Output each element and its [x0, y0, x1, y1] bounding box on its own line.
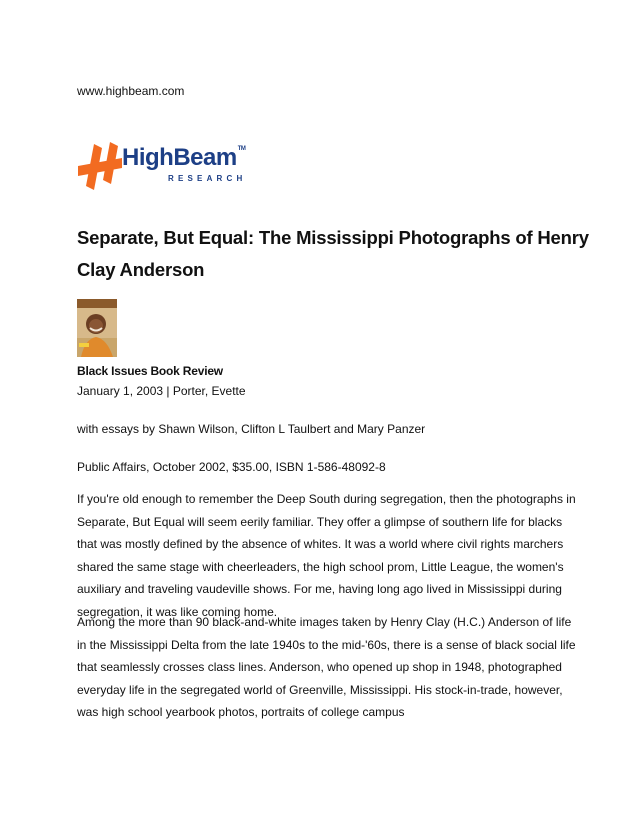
book-details: Public Affairs, October 2002, $35.00, ISBN 1-586-48092-8	[77, 460, 386, 474]
logo-subtitle: RESEARCH	[168, 174, 247, 183]
highbeam-logo	[78, 142, 248, 194]
publication-name: Black Issues Book Review	[77, 364, 223, 378]
article-meta: January 1, 2003 | Porter, Evette	[77, 384, 246, 398]
highbeam-h-icon	[78, 142, 124, 194]
article-title: Separate, But Equal: The Mississippi Photographs of Henry Clay Anderson	[77, 227, 589, 280]
logo-wordmark: HighBeam™	[122, 144, 246, 171]
magazine-cover-thumbnail	[77, 299, 117, 357]
body-paragraph: If you're old enough to remember the Deep South during segregation, then the photographs in Separate, But Equal will seem eerily familiar. They offer a glimpse of southern life for blacks that was mostly defined by the absence of whites. It was a world where civil rights marchers shared the same stage with cheerleaders, the high school prom, Little League, the women's auxiliary and traveling vaudeville shows. For me, having long ago lived in Mississippi during segregation, it was like coming home.	[77, 492, 576, 619]
body-paragraph: Among the more than 90 black-and-white images taken by Henry Clay (H.C.) Anderson of life in the Mississippi Delta from the late 1940s to the mid-'60s, there is a sense of black social life that seamlessly crosses class lines. Anderson, who opened up shop in 1948, photographed everyday life in the segregated world of Greenville, Mississippi. His stock-in-trade, however, was high school yearbook photos, portraits of college campus	[77, 615, 576, 719]
essays-line: with essays by Shawn Wilson, Clifton L Taulbert and Mary Panzer	[77, 422, 426, 436]
source-url: www.highbeam.com	[77, 84, 185, 98]
